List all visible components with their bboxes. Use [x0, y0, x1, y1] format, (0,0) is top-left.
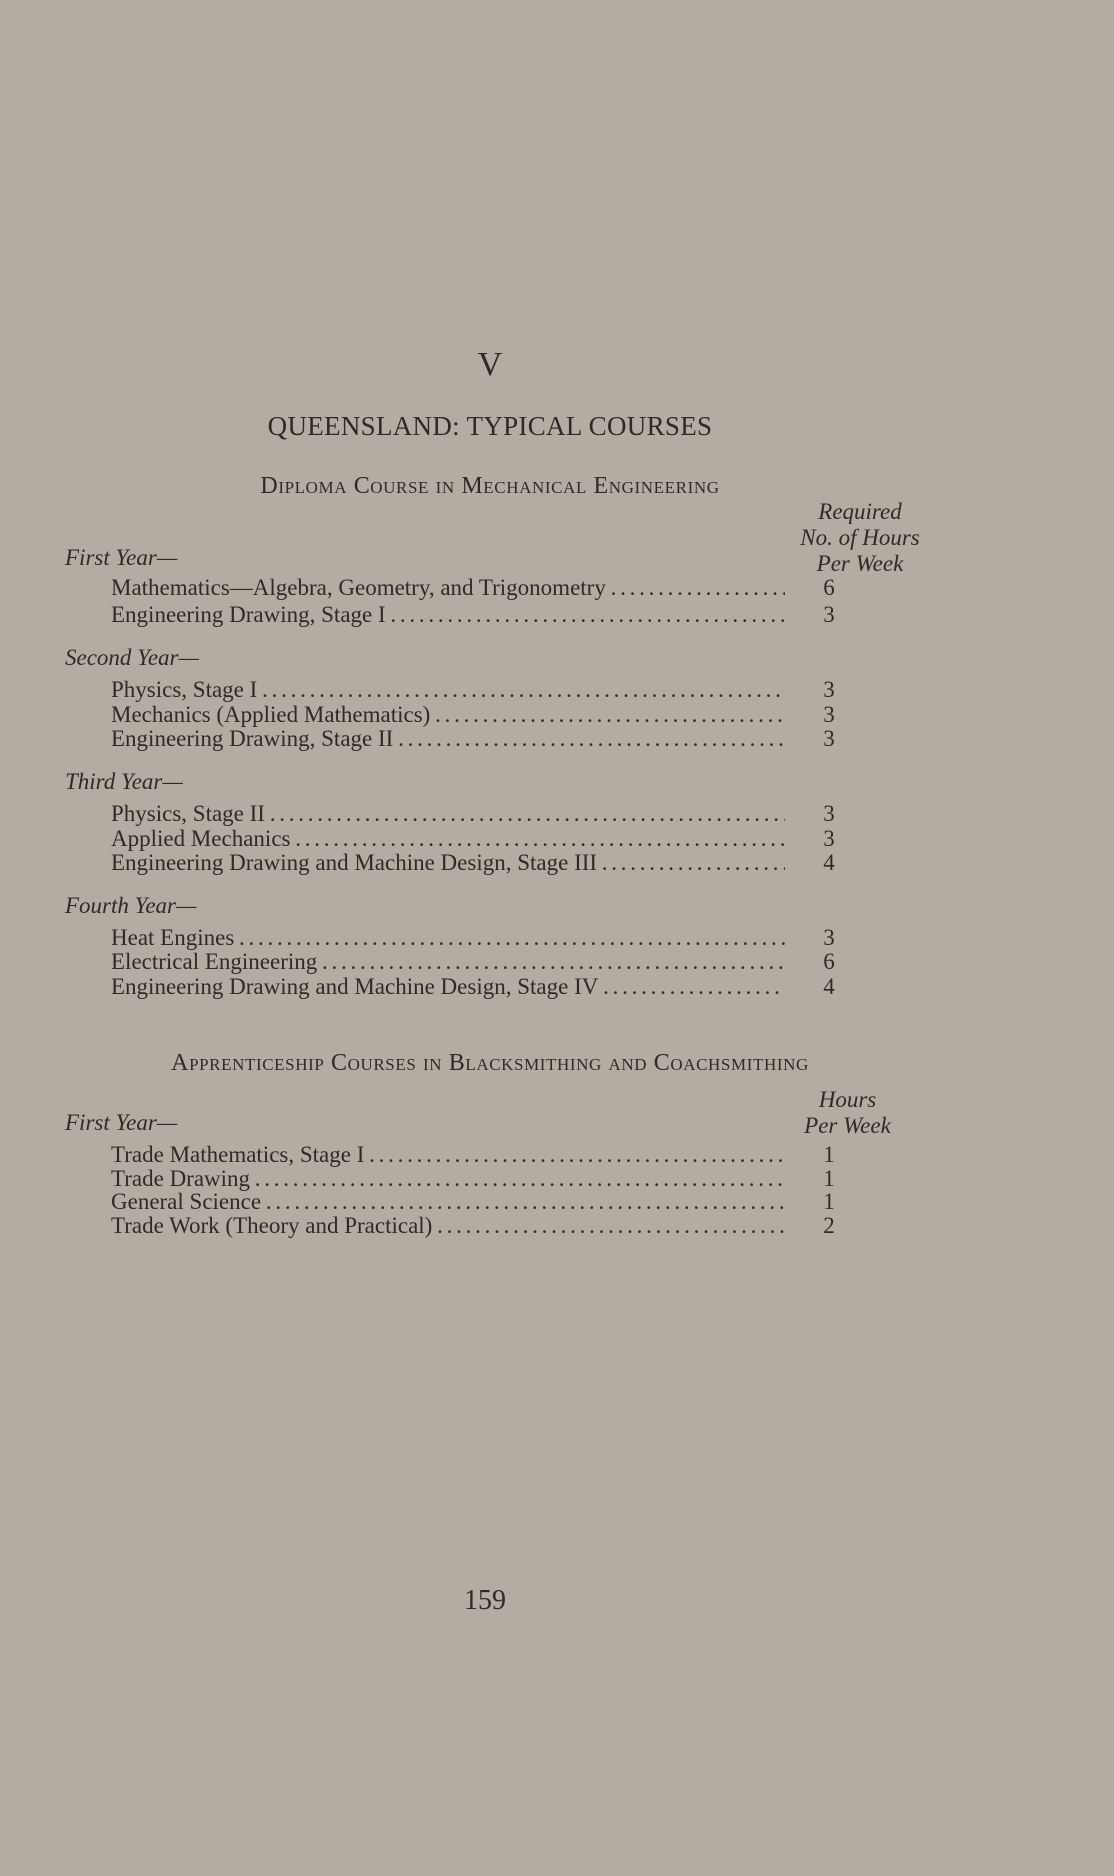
- course-row: [111, 677, 835, 703]
- column-header-line: No. of Hours: [800, 525, 920, 550]
- course-row: [111, 1189, 835, 1215]
- course-row: [111, 575, 835, 601]
- year-heading: Third Year—: [65, 769, 183, 794]
- course-row: [111, 1142, 835, 1168]
- course-subject: Trade Drawing . . .: [111, 1166, 785, 1192]
- column-header-line: Hours: [818, 1087, 877, 1112]
- course-row: [111, 949, 835, 975]
- column-header-line: Per Week: [816, 551, 904, 576]
- apprenticeship-heading: Apprenticeship Courses in Blacksmithing and Coachsmithing: [171, 1050, 809, 1076]
- course-hours: 3: [823, 801, 835, 826]
- course-row: [111, 974, 835, 1000]
- page-title: QUEENSLAND: TYPICAL COURSES: [267, 411, 713, 441]
- course-subject: Trade Mathematics, Stage I . . .: [111, 1142, 785, 1168]
- course-row: [111, 925, 835, 951]
- course-row: [111, 850, 835, 876]
- course-subject: Physics, Stage II . . .: [111, 801, 785, 827]
- course-subject: General Science . . .: [111, 1189, 785, 1215]
- course-hours: 1: [823, 1166, 835, 1191]
- course-hours: 4: [823, 974, 835, 999]
- course-subject: Electrical Engineering . . .: [111, 949, 785, 975]
- course-hours: 6: [823, 949, 835, 974]
- course-hours: 1: [823, 1189, 835, 1214]
- course-row: [111, 602, 835, 628]
- column-header-line: Per Week: [804, 1113, 891, 1138]
- year-heading: Fourth Year—: [65, 893, 197, 918]
- diploma-column-header: [775, 499, 945, 577]
- course-hours: 3: [823, 702, 835, 727]
- course-subject: Mechanics (Applied Mathematics) . . .: [111, 702, 785, 728]
- course-subject: Applied Mechanics . . .: [111, 826, 785, 852]
- course-hours: 6: [823, 575, 835, 600]
- course-subject: Engineering Drawing, Stage I . . .: [111, 602, 785, 628]
- course-subject: Engineering Drawing, Stage II . . .: [111, 726, 785, 752]
- course-hours: 4: [823, 850, 835, 875]
- course-hours: 2: [823, 1213, 835, 1238]
- course-subject: Physics, Stage I . . .: [111, 677, 785, 703]
- course-row: [111, 1213, 835, 1239]
- year-heading: First Year—: [65, 545, 178, 570]
- year-heading: First Year—: [65, 1110, 178, 1135]
- course-subject: Mathematics—Algebra, Geometry, and Trigonometry . . .: [111, 575, 785, 601]
- diploma-heading: Diploma Course in Mechanical Engineering: [260, 473, 720, 499]
- course-row: [111, 826, 835, 852]
- year-heading: Second Year—: [65, 645, 199, 670]
- course-hours: 3: [823, 826, 835, 851]
- appendix-number: V: [477, 346, 503, 383]
- course-subject: Heat Engines . . .: [111, 925, 785, 951]
- page-number: 159: [464, 1585, 506, 1616]
- course-hours: 3: [823, 726, 835, 751]
- course-subject: Trade Work (Theory and Practical) . . .: [111, 1213, 785, 1239]
- apprenticeship-column-header: [780, 1087, 915, 1139]
- course-hours: 1: [823, 1142, 835, 1167]
- course-row: [111, 726, 835, 752]
- column-header-line: Required: [818, 499, 902, 524]
- course-hours: 3: [823, 925, 835, 950]
- course-hours: 3: [823, 677, 835, 702]
- course-subject: Engineering Drawing and Machine Design, Stage III . . .: [111, 850, 785, 876]
- course-row: [111, 702, 835, 728]
- course-hours: 3: [823, 602, 835, 627]
- course-subject: Engineering Drawing and Machine Design, Stage IV . . .: [111, 974, 785, 1000]
- course-row: [111, 801, 835, 827]
